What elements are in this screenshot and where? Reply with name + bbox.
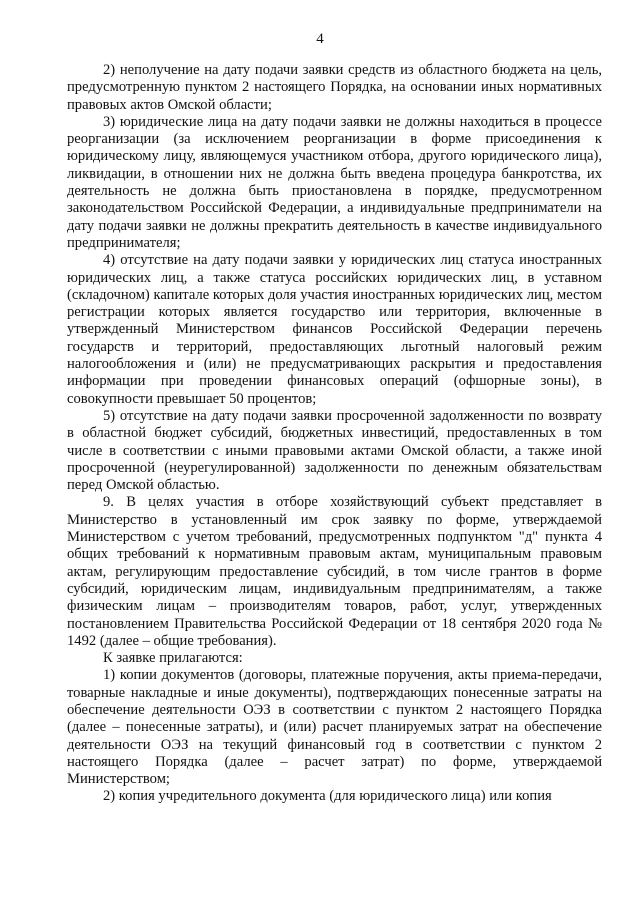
paragraph-item-5: 5) отсутствие на дату подачи заявки просроченной задолженности по возврату в областной бюджет субсидий, бюджетных инвестиций, предоставленных в том числе в соответствии с иными правовыми актами Омской области, а также иной просроченной (неурегулированной) задолженности по денежным обязательствам перед Омской областью. xyxy=(67,407,602,494)
paragraph-item-4: 4) отсутствие на дату подачи заявки у юридических лиц статуса иностранных юридических лиц, а также статуса российских юридических лиц, в уставном (складочном) капитале которых доля участия иностранных юридических лиц, местом регистрации которых является государство или территория, включенные в утвержденный Министерством финансов Российской Федерации перечень государств и территорий, предоставляющих льготный налоговый режим налогообложения и (или) не предусматривающих раскрытия и предоставления информации при проведении финансовых операций (офшорные зоны), в совокупности превышает 50 процентов; xyxy=(67,252,602,407)
paragraph-section-9: 9. В целях участия в отборе хозяйствующий субъект представляет в Министерство в установленный им срок заявку по форме, утверждаемой Министерством с учетом требований, предусмотренных подпунктом "д" пункта 4 общих требований к нормативным правовым актам, муниципальным правовым актам, регулирующим предоставление субсидий, в том числе грантов в форме субсидий, юридическим лицам, индивидуальным предпринимателям, а также физическим лицам – производителям товаров, работ, услуг, утвержденных постановлением Правительства Российской Федерации от 18 сентября 2020 года № 1492 (далее – общие требования). xyxy=(67,494,602,649)
paragraph-attachment-1: 1) копии документов (договоры, платежные поручения, акты приема-передачи, товарные накладные и иные документы), подтверждающих понесенные затраты на обеспечение деятельности ОЭЗ в соответствии с пунктом 2 настоящего Порядка (далее – понесенные затраты), и (или) расчет планируемых затрат на обеспечение деятельности ОЭЗ на текущий финансовый год в соответствии с пунктом 2 настоящего Порядка (далее – расчет затрат) по форме, утверждаемой Министерством; xyxy=(67,667,602,788)
page-number: 4 xyxy=(316,31,324,47)
paragraph-attachments-intro: К заявке прилагаются: xyxy=(103,650,243,667)
paragraph-item-3: 3) юридические лица на дату подачи заявки не должны находиться в процессе реорганизации (за исключением реорганизации в форме присоединения к юридическому лицу, являющемуся участником отбора, другого юридического лица), ликвидации, в отношении них не должна быть введена процедура банкротства, их деятельность не должна быть приостановлена в порядке, предусмотренном законодательством Российской Федерации, а индивидуальные предприниматели на дату подачи заявки не должны прекратить деятельность в качестве индивидуального предпринимателя; xyxy=(67,113,602,251)
document-body xyxy=(67,62,602,806)
paragraph-item-2: 2) неполучение на дату подачи заявки средств из областного бюджета на цель, предусмотренную пунктом 2 настоящего Порядка, на основании иных нормативных правовых актов Омской области; xyxy=(67,62,602,113)
paragraph-attachment-2: 2) копия учредительного документа (для юридического лица) или копия xyxy=(103,788,552,805)
